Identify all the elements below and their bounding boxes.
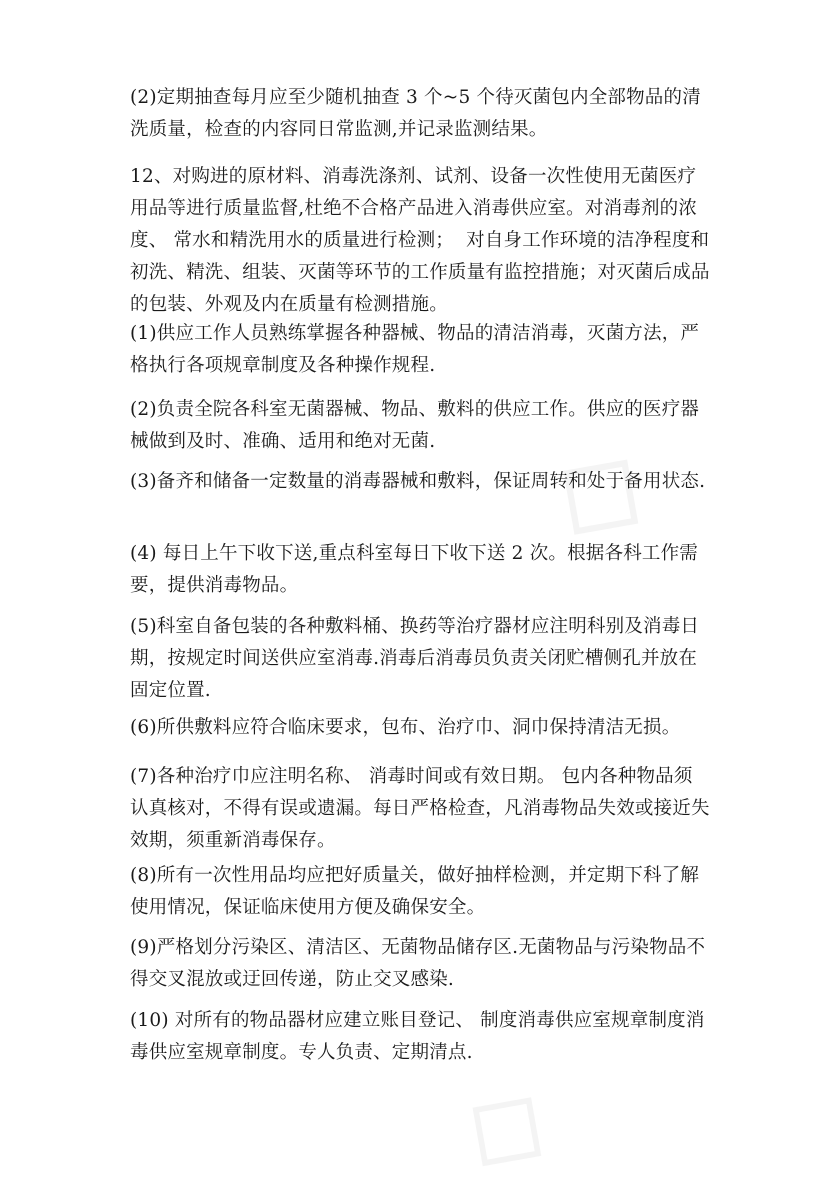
paragraph-duty-6: (6)所供敷料应符合临床要求，包布、治疗巾、洞巾保持清洁无损。 — [130, 717, 681, 738]
paragraph-duty-4: (4) 每日上午下收下送,重点科室每日下收下送 2 次。根据各科工作需要，提供消毒物品。 — [130, 543, 699, 596]
paragraph-duty-9: (9)严格划分污染区、清洁区、无菌物品储存区.无菌物品与污染物品不得交叉混放或迂回传递，防止交叉感染. — [130, 937, 706, 990]
paragraph-duty-2: (2)负责全院各科室无菌器械、物品、敷料的供应工作。供应的医疗器械做到及时、准确、适用和绝对无菌. — [130, 399, 700, 452]
paragraph-duty-5: (5)科室自备包装的各种敷料桶、换药等治疗器材应注明科别及消毒日期，按规定时间送供应室消毒.消毒后消毒员负责关闭贮槽侧孔并放在固定位置. — [130, 616, 700, 701]
paragraph-duty-10: (10) 对所有的物品器材应建立账目登记、 制度消毒供应室规章制度消毒供应室规章制度。专人负责、定期清点. — [130, 1010, 705, 1063]
paragraph-duty-3: (3)备齐和储备一定数量的消毒器械和敷料，保证周转和处于备用状态. — [130, 471, 706, 492]
paragraph-duty-7: (7)各种治疗巾应注明名称、 消毒时间或有效日期。 包内各种物品须认真核对，不得有误或遗漏。每日严格检查，凡消毒物品失效或接近失效期，须重新消毒保存。 — [130, 766, 710, 851]
watermark-shape — [441, 1047, 584, 1200]
paragraph-item-12: 12、对购进的原材料、消毒洗涤剂、试剂、设备一次性使用无菌医疗用品等进行质量监督,杜绝不合格产品进入消毒供应室。对消毒剂的浓度、 常水和精洗用水的质量进行检测； 对自身工作环境的洁净程度和初洗、精洗、组装、灭菌等环节的工作质量有监控措施；对灭菌后成品的包装、外观及内在质量有检测措施。 — [130, 166, 710, 315]
paragraph-inspection-2: (2)定期抽查每月应至少随机抽查 3 个~5 个待灭菌包内全部物品的清洗质量，检查的内容同日常监测,并记录监测结果。 — [130, 87, 701, 140]
paragraph-duty-8: (8)所有一次性用品均应把好质量关，做好抽样检测，并定期下科了解使用情况，保证临床使用方便及确保安全。 — [130, 865, 700, 918]
paragraph-duty-1: (1)供应工作人员熟练掌握各种器械、物品的清洁消毒，灭菌方法，严格执行各项规章制度及各种操作规程. — [130, 323, 700, 376]
